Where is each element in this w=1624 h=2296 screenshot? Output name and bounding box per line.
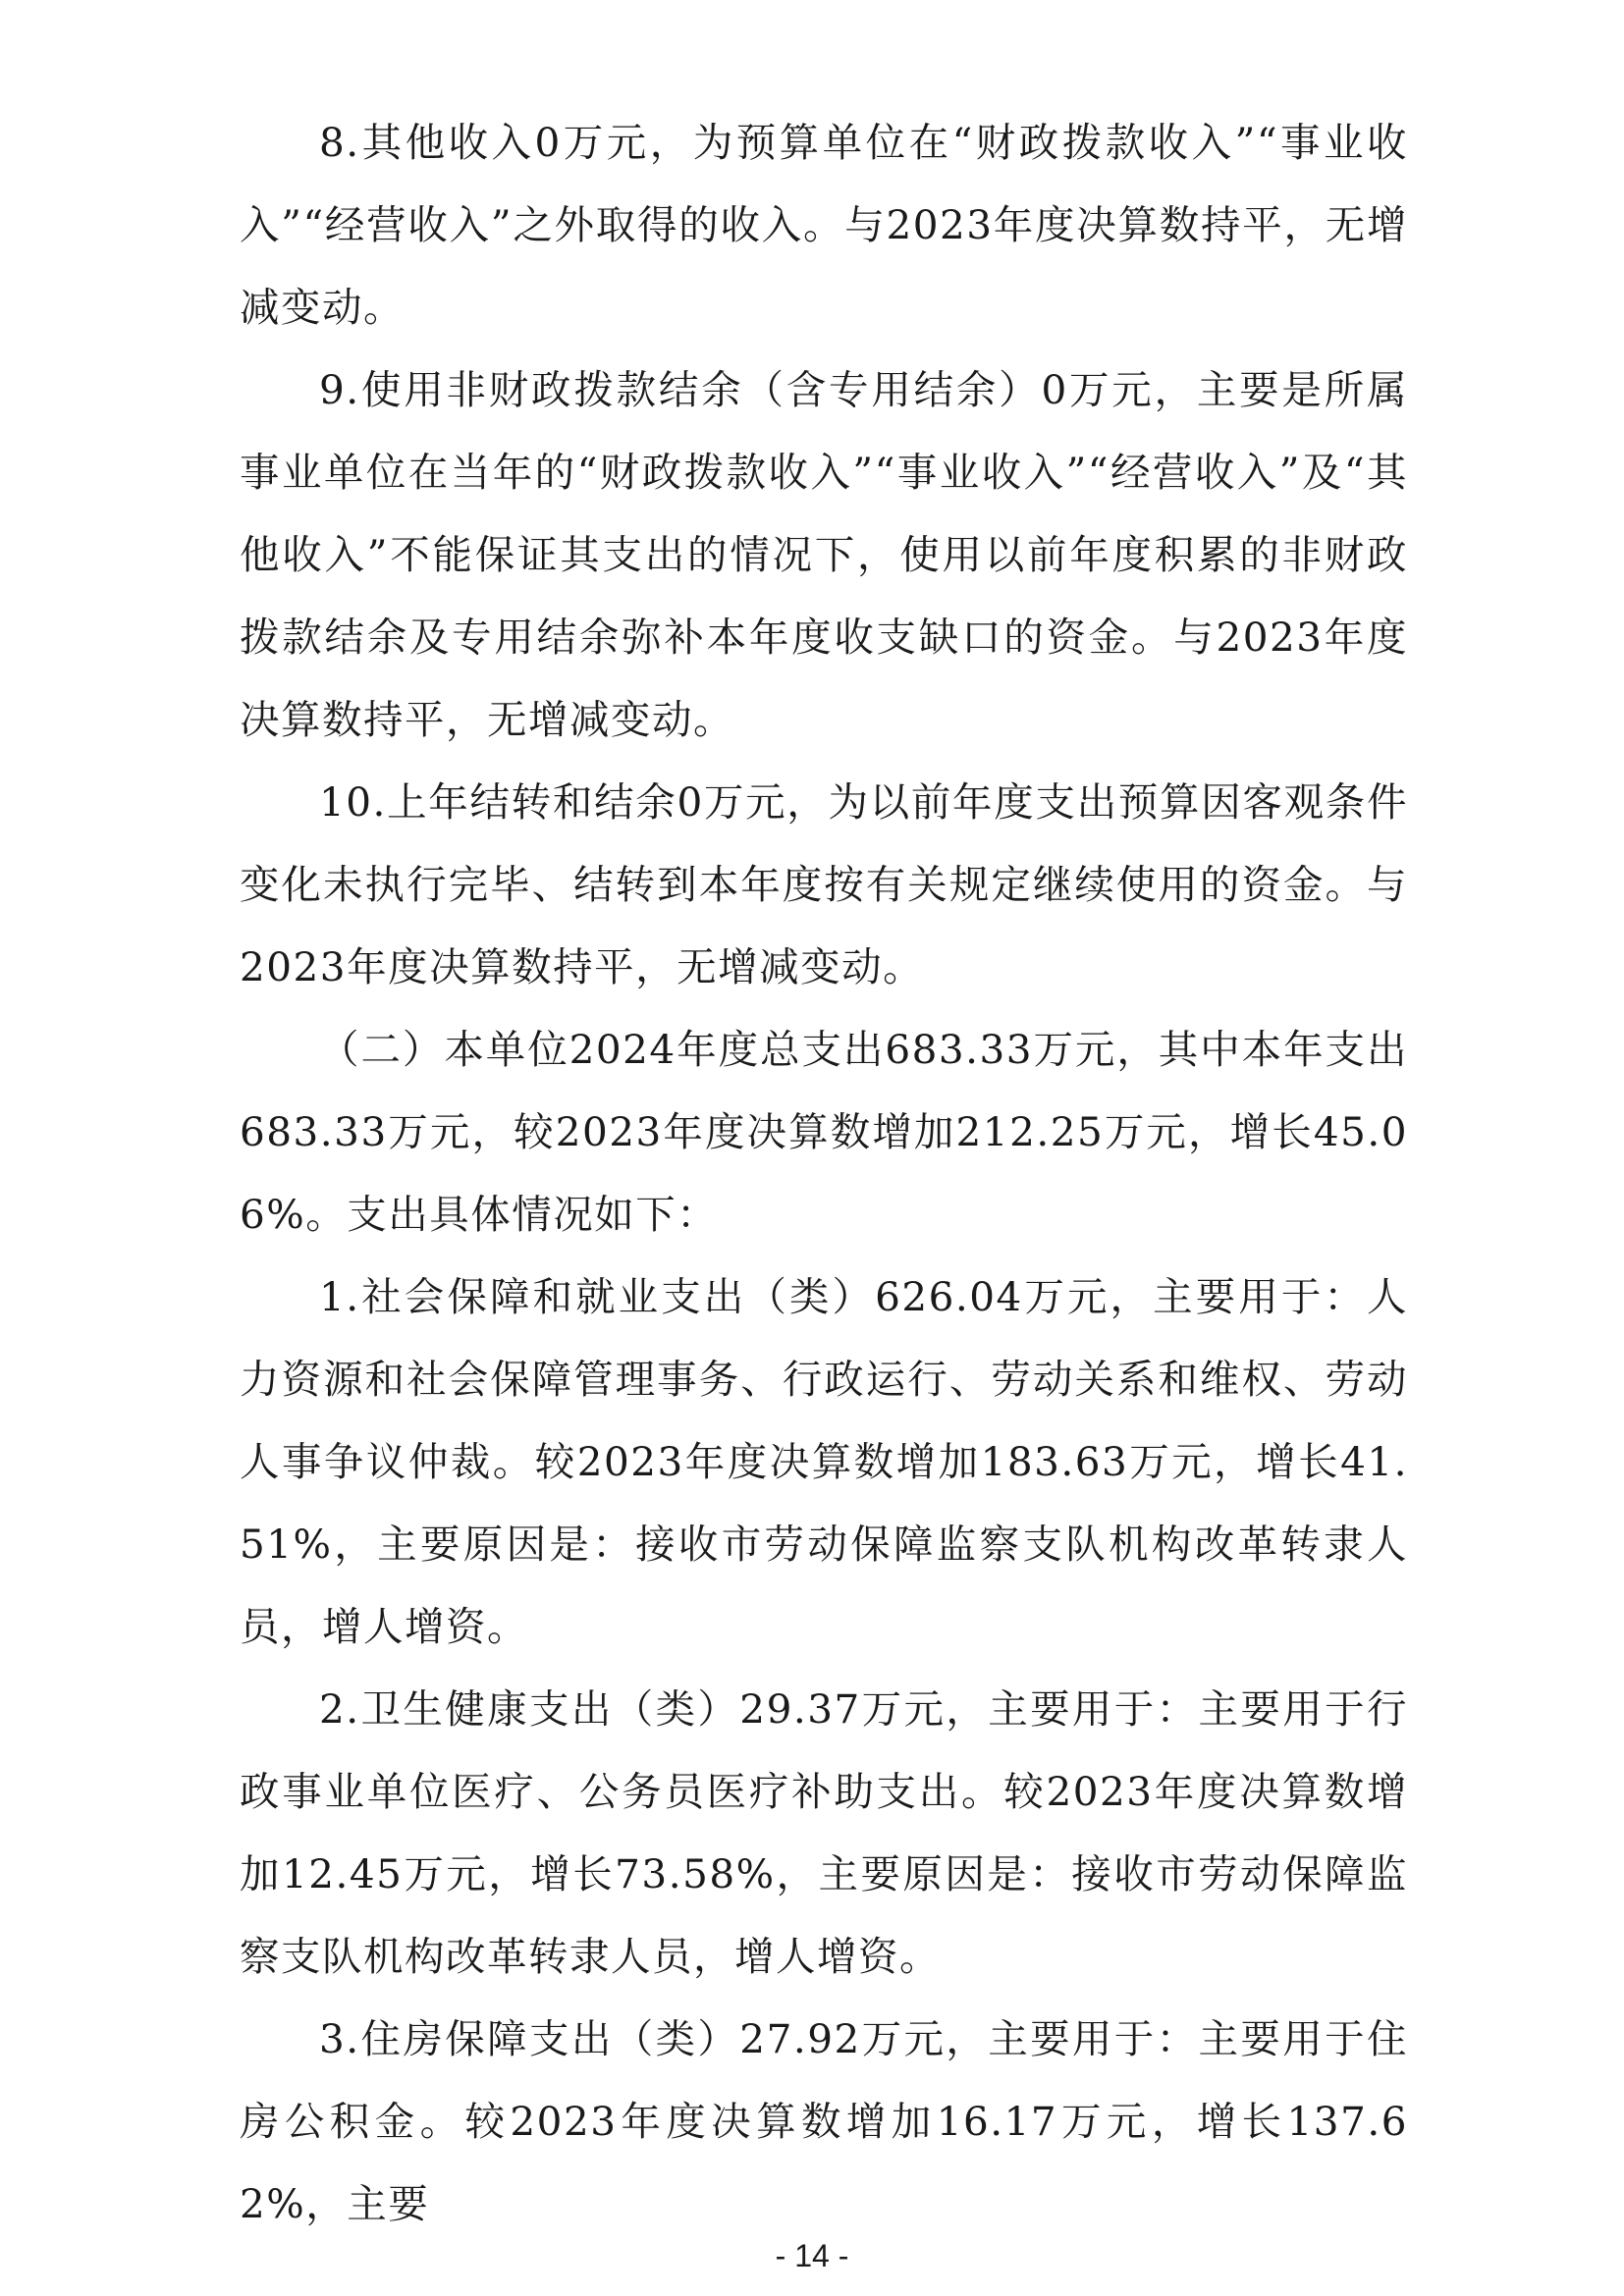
page-number: - 14 - bbox=[775, 2238, 849, 2273]
paragraph-housing: 3.住房保障支出（类）27.92万元，主要用于：主要用于住房公积金。较2023年度决算数增加16.17万元，增长137.62%，主要 bbox=[240, 2015, 1408, 2227]
paragraph-social-security: 1.社会保障和就业支出（类）626.04万元，主要用于：人力资源和社会保障管理事务、行政运行、劳动关系和维权、劳动人事争议仲裁。较2023年度决算数增加183.63万元，增长41.51%，主要原因是：接收市劳动保障监察支队机构改革转隶人员，增人增资。 bbox=[240, 1273, 1408, 1650]
paragraph-non-fiscal-balance: 9.使用非财政拨款结余（含专用结余）0万元，主要是所属事业单位在当年的“财政拨款收入”“事业收入”“经营收入”及“其他收入”不能保证其支出的情况下，使用以前年度积累的非财政拨款结余及专用结余弥补本年度收支缺口的资金。与2023年度决算数持平，无增减变动。 bbox=[240, 366, 1408, 743]
paragraph-other-income: 8.其他收入0万元，为预算单位在“财政拨款收入”“事业收入”“经营收入”之外取得的收入。与2023年度决算数持平，无增减变动。 bbox=[240, 119, 1408, 331]
paragraph-total-expenditure: （二）本单位2024年度总支出683.33万元，其中本年支出683.33万元，较2023年度决算数增加212.25万元，增长45.06%。支出具体情况如下： bbox=[240, 1026, 1408, 1238]
paragraph-health: 2.卫生健康支出（类）29.37万元，主要用于：主要用于行政事业单位医疗、公务员医疗补助支出。较2023年度决算数增加12.45万元，增长73.58%，主要原因是：接收市劳动保障监察支队机构改革转隶人员，增人增资。 bbox=[240, 1685, 1408, 1980]
paragraph-carryover: 10.上年结转和结余0万元，为以前年度支出预算因客观条件变化未执行完毕、结转到本年度按有关规定继续使用的资金。与2023年度决算数持平，无增减变动。 bbox=[240, 778, 1408, 990]
body-text bbox=[240, 101, 1408, 2245]
